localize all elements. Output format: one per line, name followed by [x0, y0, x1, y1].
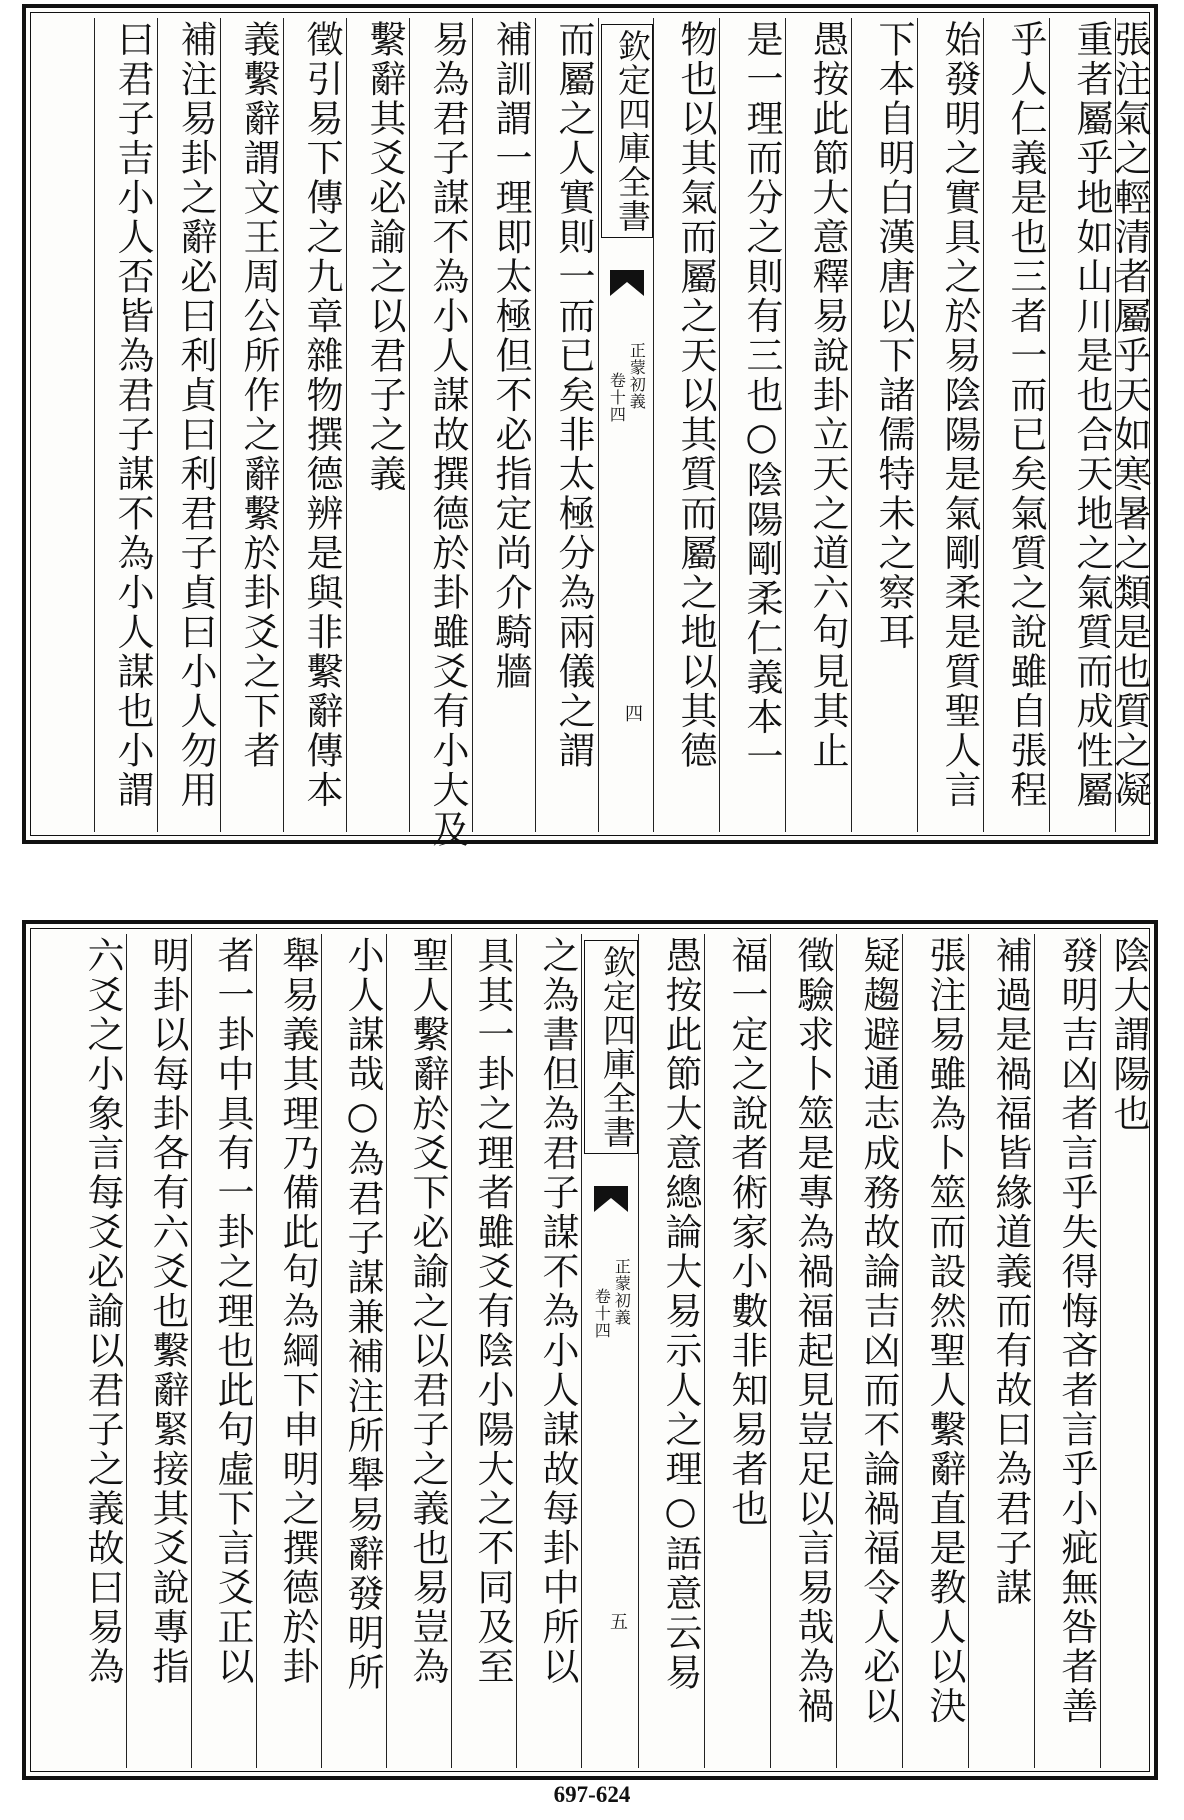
column-rule: [157, 18, 158, 832]
column-rule: [409, 18, 410, 832]
book-title: 正蒙初義: [612, 1258, 632, 1326]
column-rule: [598, 18, 599, 832]
column-rule: [191, 934, 192, 1768]
text-column: 繫辭其爻必諭之以君子之義: [363, 20, 406, 494]
center-fold: [584, 932, 638, 1768]
text-column: 補注易卦之辭必曰利貞曰利君子貞曰小人勿用: [174, 20, 217, 810]
collection-title: 欽定四庫全書: [584, 940, 638, 1154]
page-leaf-5: [0, 900, 1184, 1780]
text-column: 之為書但為君子謀不為小人謀故每卦中所以: [536, 936, 579, 1687]
fishtail-mark-icon: [610, 270, 644, 296]
column-rule: [653, 18, 654, 832]
collection-title: 欽定四庫全書: [601, 24, 653, 238]
column-rule: [451, 934, 452, 1768]
column-rule: [638, 934, 639, 1768]
column-rule: [220, 18, 221, 832]
fishtail-mark-icon: [594, 1186, 628, 1212]
column-rule: [321, 934, 322, 1768]
book-title: 正蒙初義: [627, 342, 647, 410]
column-rule: [386, 934, 387, 1768]
center-fold: [601, 16, 653, 832]
text-column: 陰大謂陽也: [1107, 936, 1150, 1134]
page-frame: [22, 4, 1158, 850]
leaf-number: 五: [607, 1612, 628, 1630]
text-column: 發明吉凶者言乎失得悔吝者言乎小疵無咎者善: [1055, 936, 1098, 1726]
text-column: 聖人繫辭於爻下必諭之以君子之義也易豈為: [406, 936, 449, 1687]
page-reference-number: 697-624: [553, 1782, 631, 1807]
text-column: 明卦以每卦各有六爻也繫辭緊接其爻說專指: [146, 936, 189, 1687]
column-rule: [1034, 934, 1035, 1768]
column-rule: [917, 18, 918, 832]
column-rule: [983, 18, 984, 832]
text-column: 六爻之小象言每爻必諭以君子之義故曰易為: [81, 936, 124, 1687]
column-rule: [516, 934, 517, 1768]
text-column: 物也以其氣而屬之天以其質而屬之地以其德: [674, 20, 717, 771]
text-column: 易為君子謀不為小人謀故撰德於卦雖爻有小大及: [426, 20, 469, 850]
text-column: 乎人仁義是也三者一而已矣氣質之說雖自張程: [1004, 20, 1047, 810]
volume-number: 卷十四: [592, 1288, 612, 1339]
column-rule: [770, 934, 771, 1768]
text-column: 始發明之實具之於易陰陽是氣剛柔是質聖人言: [938, 20, 981, 810]
page-leaf-4: [0, 0, 1184, 860]
leaf-number: 四: [622, 704, 643, 722]
text-column: 張注易雖為卜筮而設然聖人繫辭直是教人以決: [923, 936, 966, 1726]
text-column: 福一定之說者術家小數非知易者也: [725, 936, 768, 1529]
column-rule: [346, 18, 347, 832]
text-column: 者一卦中具有一卦之理也此句虛下言爻正以: [211, 936, 254, 1687]
text-column: 重者屬乎地如山川是也合天地之氣質而成性屬: [1070, 20, 1113, 810]
column-rule: [1100, 934, 1101, 1768]
text-column: 而屬之人實則一而已矣非太極分為兩儀之謂: [552, 20, 595, 771]
text-column: 小人謀哉○為君子謀兼補注所舉易辭發明所: [341, 936, 384, 1693]
text-column: 是一理而分之則有三也○陰陽剛柔仁義本一: [740, 20, 783, 777]
column-rule: [1049, 18, 1050, 832]
column-rule: [902, 934, 903, 1768]
text-column: 下本自明白漢唐以下諸儒特未之察耳: [872, 20, 915, 652]
text-column: 義繫辭謂文王周公所作之辭繫於卦爻之下者: [237, 20, 280, 771]
column-rule: [836, 934, 837, 1768]
column-rule: [581, 934, 582, 1768]
text-column: 疑趨避通志成務故論吉凶而不論禍福令人必以: [857, 936, 900, 1726]
column-rule: [283, 18, 284, 832]
column-rule: [785, 18, 786, 832]
column-rule: [472, 18, 473, 832]
volume-number: 卷十四: [607, 372, 627, 423]
text-column: 具其一卦之理者雖爻有陰小陽大之不同及至: [471, 936, 514, 1687]
text-column: 張注氣之輕清者屬乎天如寒暑之類是也質之凝: [1108, 20, 1151, 810]
column-rule: [968, 934, 969, 1768]
column-rule: [126, 934, 127, 1768]
column-rule: [256, 934, 257, 1768]
column-rule: [851, 18, 852, 832]
text-column: 補訓謂一理即太極但不必指定尚介騎牆: [489, 20, 532, 692]
column-rule: [719, 18, 720, 832]
text-column: 徵驗求卜筮是專為禍福起見豈足以言易哉為禍: [791, 936, 834, 1726]
column-rule: [94, 18, 95, 832]
column-rule: [535, 18, 536, 832]
text-column: 徵引易下傳之九章雜物撰德辨是與非繫辭傳本: [300, 20, 343, 810]
column-rule: [704, 934, 705, 1768]
text-column: 補過是禍福皆緣道義而有故曰為君子謀: [989, 936, 1032, 1608]
text-column: 愚按此節大意釋易說卦立天之道六句見其止: [806, 20, 849, 771]
text-column: 愚按此節大意總論大易示人之理○語意云易: [659, 936, 702, 1693]
page-frame: [22, 920, 1158, 1780]
text-column: 舉易義其理乃備此句為綱下申明之撰德於卦: [276, 936, 319, 1687]
text-column: 曰君子吉小人否皆為君子謀不為小人謀也小謂: [111, 20, 154, 810]
